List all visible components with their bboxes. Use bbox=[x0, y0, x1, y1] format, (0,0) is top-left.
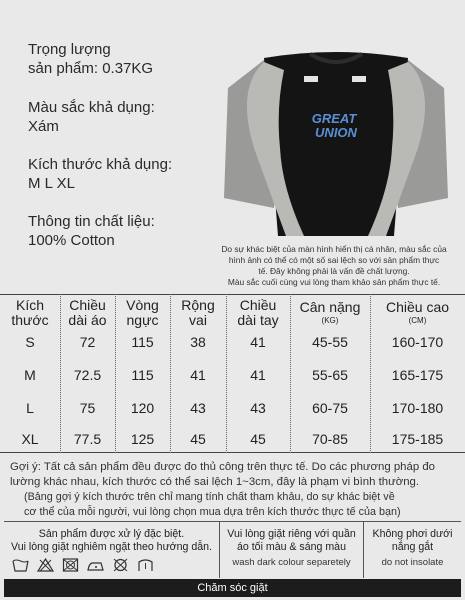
tip-line: cơ thể của mỗi người, vui lòng chọn mua dựa trên kích thước thực tế của bạn) bbox=[24, 506, 401, 518]
header-text: Cân nặng bbox=[299, 299, 361, 315]
iron-low-icon bbox=[87, 558, 104, 572]
header-text: dài tay bbox=[237, 312, 279, 328]
care-text: Vui lòng giặt riêng với quần bbox=[227, 528, 356, 540]
cell: 115 bbox=[131, 334, 154, 350]
header-text: Kích bbox=[15, 297, 44, 313]
cell: 175-185 bbox=[391, 431, 444, 447]
header-chest bbox=[115, 298, 170, 328]
cell: 72.5 bbox=[73, 367, 102, 383]
cell: 125 bbox=[130, 431, 155, 447]
cell: 38 bbox=[190, 334, 206, 350]
cell: 165-175 bbox=[391, 367, 444, 383]
cell: 72 bbox=[79, 334, 96, 350]
disclaimer-line: tế. Đây không phải là vấn đề chất lượng. bbox=[258, 266, 410, 276]
header-unit: (KG) bbox=[321, 316, 339, 325]
header-shoulder bbox=[170, 298, 226, 328]
header-text: thước bbox=[11, 312, 49, 328]
size-value: M L XL bbox=[28, 175, 75, 192]
care-text: nắng gắt bbox=[391, 541, 434, 553]
cell: 115 bbox=[131, 367, 154, 383]
cell: 45-55 bbox=[312, 334, 348, 350]
care-text: Không phơi dưới bbox=[372, 528, 453, 540]
material-label: Thông tin chất liệu: bbox=[28, 213, 155, 230]
table-header-row bbox=[0, 298, 465, 332]
size-block bbox=[28, 155, 218, 193]
care-icons bbox=[12, 558, 154, 572]
header-text: Rộng bbox=[181, 297, 215, 313]
care-box-separate bbox=[220, 521, 364, 578]
cell: 120 bbox=[130, 400, 155, 416]
color-value: Xám bbox=[28, 118, 59, 135]
tip-line: lường khác nhau, kích thước có thể sai lệch 1~3cm, đây là phạm vi bình thường. bbox=[10, 476, 420, 488]
cell: XL bbox=[21, 431, 39, 447]
cell: 45 bbox=[250, 431, 266, 447]
no-bleach-icon bbox=[37, 558, 54, 572]
header-size bbox=[0, 298, 60, 328]
cell: 55-65 bbox=[312, 367, 348, 383]
cell: 70-85 bbox=[312, 431, 348, 447]
cell: M bbox=[24, 367, 36, 383]
color-disclaimer bbox=[210, 244, 458, 288]
care-text: Vui lòng giặt nghiêm ngặt theo hướng dẫn. bbox=[11, 541, 212, 553]
header-text: dài áo bbox=[68, 312, 107, 328]
care-box-sun bbox=[364, 521, 461, 578]
header-unit: (CM) bbox=[408, 316, 427, 325]
header-text: Chiều bbox=[239, 297, 277, 313]
cell: 41 bbox=[250, 334, 266, 350]
weight-block bbox=[28, 40, 218, 78]
header-text: ngực bbox=[126, 312, 159, 328]
header-text: Chiều cao bbox=[385, 299, 450, 315]
header-height bbox=[370, 300, 465, 326]
cell: 60-75 bbox=[312, 400, 348, 416]
print-text-1: GREAT bbox=[311, 111, 357, 126]
tip-line: (Bảng gợi ý kích thước trên chỉ mang tính chất tham khảu, do sự khác biệt về bbox=[24, 491, 395, 503]
care-text: Sản phẩm được xử lý đặc biệt. bbox=[38, 528, 185, 540]
wash-30-icon bbox=[12, 558, 29, 572]
material-block bbox=[28, 212, 218, 250]
cell: 77.5 bbox=[73, 431, 102, 447]
cell: 43 bbox=[250, 400, 266, 416]
material-value: 100% Cotton bbox=[28, 232, 115, 249]
weight-value: sản phẩm: 0.37KG bbox=[28, 60, 154, 77]
hang-dry-icon bbox=[137, 558, 154, 572]
disclaimer-line: Do sự khác biệt của màn hình hiển thị cá nhân, màu sắc của bbox=[221, 244, 447, 254]
weight-label: Trọng lượng bbox=[28, 41, 111, 58]
header-text: Chiều bbox=[69, 297, 106, 313]
care-subtext: wash dark colour separetely bbox=[232, 557, 351, 568]
header-weight bbox=[290, 300, 370, 326]
color-block bbox=[28, 98, 218, 136]
header-sleeve bbox=[226, 298, 290, 328]
care-box-special bbox=[4, 521, 220, 578]
no-dry-clean-icon bbox=[112, 558, 129, 572]
cell: L bbox=[26, 400, 34, 416]
cell: 170-180 bbox=[391, 400, 444, 416]
cell: 41 bbox=[250, 367, 266, 383]
cell: 45 bbox=[190, 431, 206, 447]
header-text: Vòng bbox=[126, 297, 159, 313]
cell: 160-170 bbox=[391, 334, 444, 350]
header-length bbox=[60, 298, 115, 328]
disclaimer-line: hình ảnh có thể có một số sai lệch so với sản phẩm thực bbox=[228, 255, 440, 265]
care-text: áo tối màu & sáng màu bbox=[237, 541, 346, 553]
print-text-2: UNION bbox=[315, 125, 357, 140]
cell: 43 bbox=[190, 400, 206, 416]
tshirt-image bbox=[224, 48, 448, 236]
cell: S bbox=[25, 334, 35, 350]
size-label: Kích thước khả dụng: bbox=[28, 156, 173, 173]
care-footer-bar: Chăm sóc giặt bbox=[4, 579, 461, 597]
tip-line: Gợi ý: Tất cả sản phẩm đều được đo thủ công trên thực tế. Do các phương pháp đo bbox=[10, 461, 436, 473]
header-text: vai bbox=[189, 312, 207, 328]
cell: 41 bbox=[190, 367, 206, 383]
color-label: Màu sắc khả dụng: bbox=[28, 99, 155, 116]
measurement-tip bbox=[10, 460, 460, 520]
care-section bbox=[4, 521, 461, 578]
care-subtext: do not insolate bbox=[381, 557, 444, 568]
cell: 75 bbox=[79, 400, 96, 416]
disclaimer-line: Màu sắc cuối cùng vui lòng tham khảo sản phẩm thực tế. bbox=[227, 277, 441, 287]
no-tumble-dry-icon bbox=[62, 558, 79, 572]
